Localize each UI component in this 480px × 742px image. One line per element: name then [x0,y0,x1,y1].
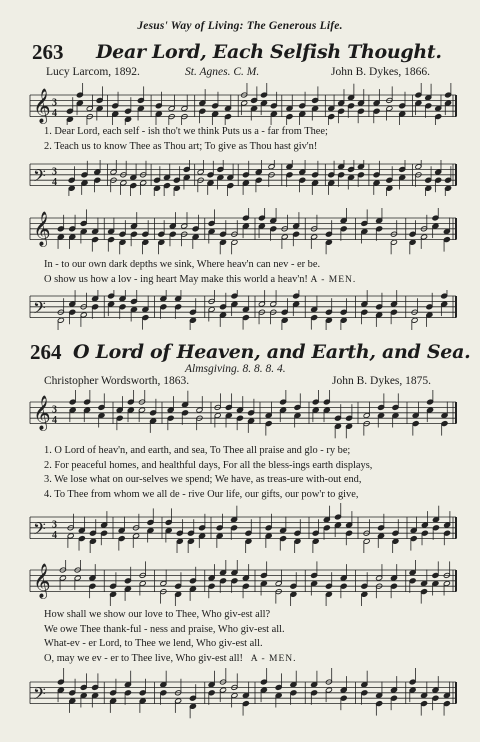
lyrics-verses [44,608,456,667]
note-heads [57,208,450,254]
hymn-tune: St. Agnes. C. M. [185,66,260,78]
time-signature-top: 3 [52,519,57,531]
lyric-line-with-amen [44,273,456,288]
bass-clef-icon: 𝄢 [33,165,46,190]
music-staff-treble [0,83,480,125]
lyrics-verses [44,444,456,503]
lyric-line: 2. Teach us to know Thee as Thou art; To give as Thou hast giv'n! [44,140,318,152]
music-staff-treble [0,560,480,606]
music-staff-treble [0,208,480,256]
lyric-line-with-amen [44,652,456,667]
music-staff-bass [0,503,480,553]
lyric-line: 4. To Thee from whom we all de - rive Our life, our gifts, our pow'r to give, [44,489,359,501]
music-staff-bass [0,668,480,728]
hymn-composer: John B. Dykes, 1875. [332,375,432,387]
music-staff-treble [0,390,480,444]
hymn-number: 264 [30,340,62,364]
time-signature-bottom: 4 [52,530,57,542]
time-signature-top: 3 [52,166,57,178]
lyric-line: What-ev - er Lord, to Thee we lend, Who giv-est all. [44,638,263,650]
time-signature-bottom: 4 [52,108,57,120]
hymn-number: 263 [32,40,64,64]
running-header: Jesus' Way of Living: The Generous Life. [137,20,343,32]
lyric-line: 1. Dear Lord, each self - ish tho't we think Puts us a - far from Thee; [44,126,328,137]
treble-clef-icon: 𝄞 [33,563,51,599]
hymn-author: Lucy Larcom, 1892. [46,66,140,78]
time-signature-top: 3 [52,404,57,416]
amen-label: A - MEN. [310,274,357,285]
time-signature-top: 3 [52,97,57,109]
time-signature-bottom: 4 [52,177,57,189]
lyric-line: O, may we ev - er to Thee live, Who giv-est all! [44,653,243,665]
lyric-line: In - to our own dark depths we sink, Where heav'n can nev - er be. [44,259,321,270]
note-heads [66,83,451,125]
treble-clef-icon: 𝄞 [33,395,51,431]
lyric-line: We owe Thee thank-ful - ness and praise, Who giv-est all. [44,623,285,635]
hymn-author: Christopher Wordsworth, 1863. [44,375,190,387]
lyric-line: 1. O Lord of heav'n, and earth, and sea, To Thee all praise and glo - ry be; [44,445,351,456]
hymn-tune: Almsgiving. 8. 8. 8. 4. [185,363,286,375]
note-heads [68,160,451,196]
hymn-title: O Lord of Heaven, and Earth, and Sea. [73,341,471,363]
lyric-line: 2. For peaceful homes, and healthful days, For all the bless-ings earth displays, [44,459,373,471]
lyric-line: 3. We lose what on our-selves we spend; We have, as treas-ure with-out end, [44,474,362,486]
bass-clef-icon: 𝄢 [33,518,46,543]
music-staff-bass [0,160,480,196]
music-staff-bass [0,290,480,330]
bass-clef-icon: 𝄢 [33,683,46,708]
hymn-composer: John B. Dykes, 1866. [331,66,431,78]
hymn-title: Dear Lord, Each Selfish Thought. [96,41,442,63]
treble-clef-icon: 𝄞 [33,211,51,247]
lyrics-verses [44,258,456,287]
lyrics-verses [44,125,456,154]
time-signature-bottom: 4 [52,415,57,427]
note-heads [69,390,448,438]
treble-clef-icon: 𝄞 [33,88,51,124]
lyric-line: How shall we show our love to Thee, Who giv-est all? [44,609,271,620]
amen-label: A - MEN. [250,654,297,665]
bass-clef-icon: 𝄢 [33,297,46,322]
lyric-line: O show us how a lov - ing heart May make this world a heav'n! [44,273,308,285]
